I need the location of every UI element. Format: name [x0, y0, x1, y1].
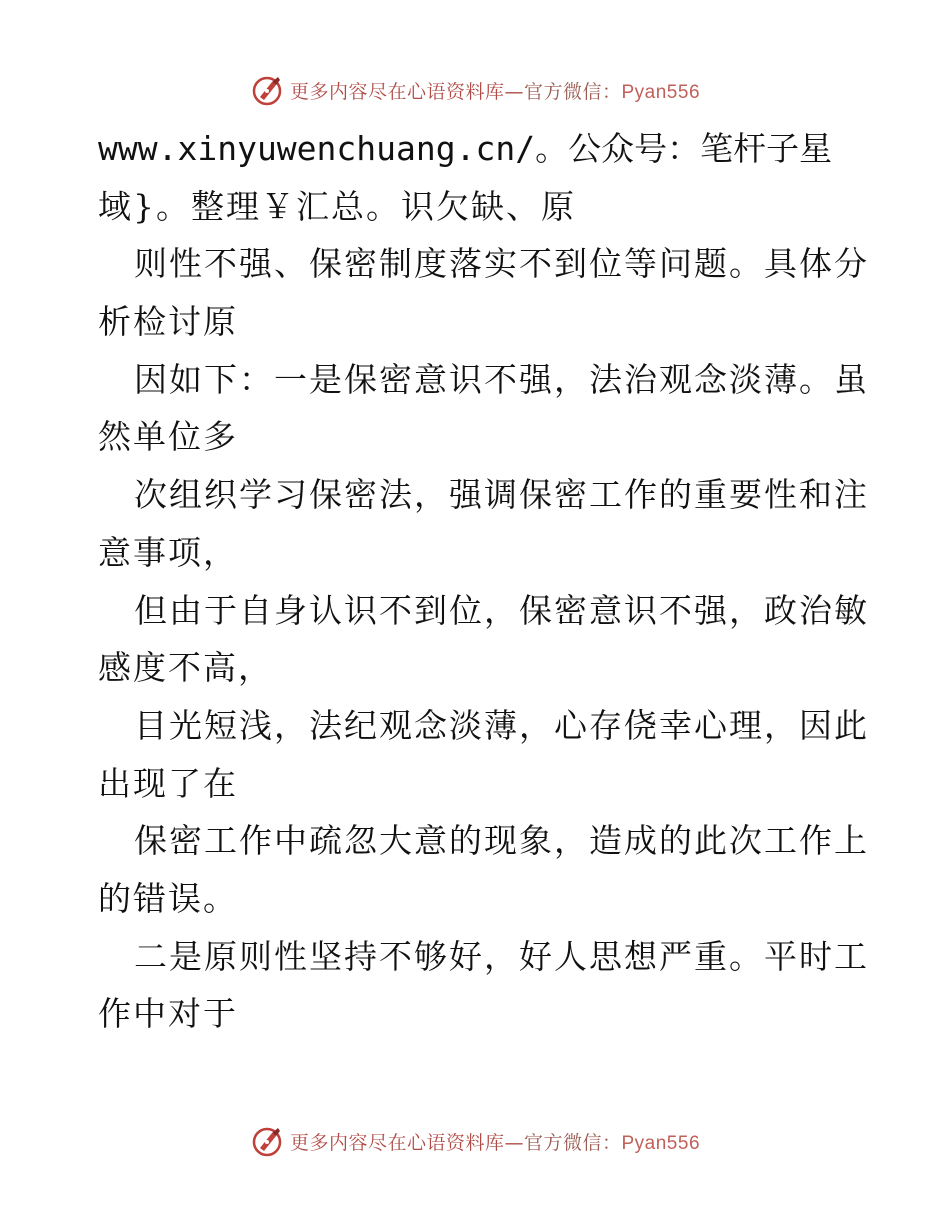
- banner-main-text: 更多内容尽在心语资料库: [289, 1131, 505, 1154]
- text-line: 目光短浅，法纪观念淡薄，心存侥幸心理，因此: [134, 705, 869, 745]
- text-line: 因如下：一是保密意识不强，法治观念淡薄。虽: [134, 359, 869, 399]
- banner-wechat-label: 官方微信：: [523, 80, 622, 103]
- banner-wechat-id: Pyan556: [621, 1132, 701, 1154]
- text-line: 感度不高，: [98, 648, 273, 688]
- text-line: 出现了在: [98, 763, 238, 803]
- banner-separator: —: [504, 1131, 524, 1154]
- pen-nib-logo-icon: [250, 1124, 284, 1158]
- banner-wechat-id: Pyan556: [621, 81, 701, 103]
- text-line: 则性不强、保密制度落实不到位等问题。具体分: [134, 244, 869, 284]
- text-line: 然单位多: [98, 417, 238, 457]
- text-line: 二是原则性坚持不够好，好人思想严重。平时工: [134, 936, 869, 976]
- banner-main-text: 更多内容尽在心语资料库: [289, 80, 505, 103]
- text-line: www.xinyuwenchuang.cn/。公众号：笔杆子星: [98, 129, 833, 168]
- banner-wechat-label: 官方微信：: [523, 1131, 622, 1154]
- text-line: 的错误。: [98, 878, 238, 918]
- banner-separator: —: [504, 80, 524, 103]
- footer-banner: [0, 1121, 950, 1161]
- header-banner: [0, 70, 950, 110]
- document-body: [98, 120, 869, 1043]
- text-line: 作中对于: [98, 994, 238, 1034]
- pen-nib-logo-icon: [250, 73, 284, 107]
- text-line: 但由于自身认识不到位，保密意识不强，政治敏: [134, 590, 869, 630]
- banner-text: [290, 77, 700, 104]
- text-line: 域}。整理￥汇总。识欠缺、原: [98, 186, 576, 226]
- banner-text: [290, 1128, 700, 1155]
- text-line: 析检讨原: [98, 302, 238, 342]
- text-line: 保密工作中疏忽大意的现象，造成的此次工作上: [134, 821, 869, 861]
- text-line: 次组织学习保密法，强调保密工作的重要性和注: [134, 475, 869, 515]
- text-line: 意事项，: [98, 532, 238, 572]
